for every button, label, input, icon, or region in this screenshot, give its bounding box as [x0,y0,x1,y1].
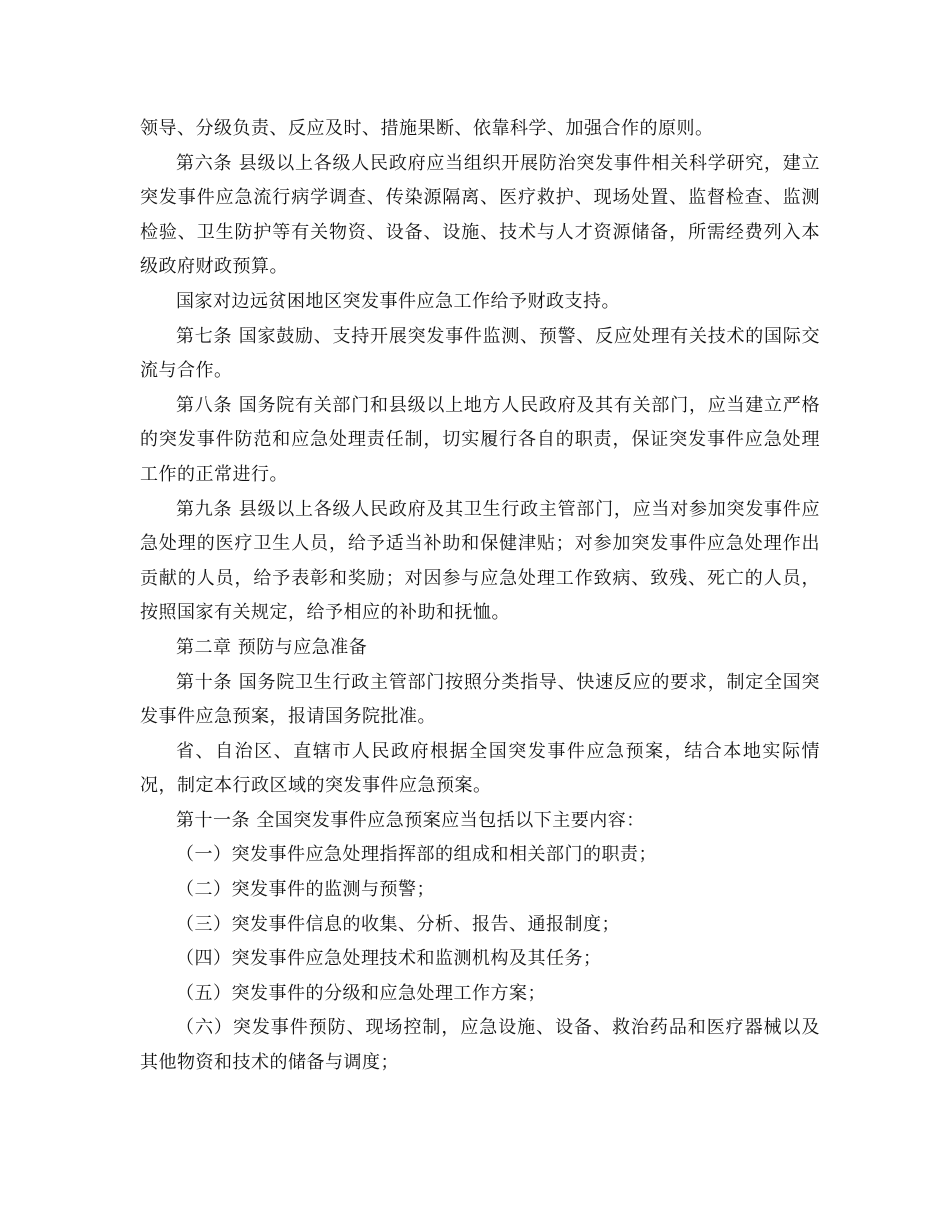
paragraph-continuation: 领导、分级负责、反应及时、措施果断、依靠科学、加强合作的原则。 [140,118,714,139]
list-item-6: （六）突发事件预防、现场控制，应急设施、设备、救治药品和医疗器械以及其他物资和技术的储备与调度； [140,1017,820,1074]
paragraph-article-11: 第十一条 全国突发事件应急预案应当包括以下主要内容： [176,809,645,831]
list-item-2: （二）突发事件的监测与预警； [176,879,435,901]
paragraph-article-10: 第十条 国务院卫生行政主管部门按照分类指导、快速反应的要求，制定全国突发事件应急预案，报请国务院批准。 [140,671,820,728]
paragraph-provincial-plan: 省、自治区、直辖市人民政府根据全国突发事件应急预案，结合本地实际情况，制定本行政区域的突发事件应急预案。 [140,740,820,797]
paragraph-article-8: 第八条 国务院有关部门和县级以上地方人民政府及其有关部门，应当建立严格的突发事件防范和应急处理责任制，切实履行各自的职责，保证突发事件应急处理工作的正常进行。 [140,394,820,485]
chapter-heading: 第二章 预防与应急准备 [176,636,368,658]
paragraph-article-7: 第七条 国家鼓励、支持开展突发事件监测、预警、反应处理有关技术的国际交流与合作。 [140,325,820,382]
document-body [140,112,820,1081]
list-item-5: （五）突发事件的分级和应急处理工作方案； [176,982,546,1004]
paragraph-financial-support: 国家对边远贫困地区突发事件应急工作给予财政支持。 [176,290,620,312]
paragraph-article-6: 第六条 县级以上各级人民政府应当组织开展防治突发事件相关科学研究，建立突发事件应急流行病学调查、传染源隔离、医疗救护、现场处置、监督检查、监测检验、卫生防护等有关物资、设备、设施、技术与人才资源储备，所需经费列入本级政府财政预算。 [140,152,820,278]
list-item-3: （三）突发事件信息的收集、分析、报告、通报制度； [176,913,620,935]
list-item-1: （一）突发事件应急处理指挥部的组成和相关部门的职责； [176,844,657,866]
paragraph-article-9: 第九条 县级以上各级人民政府及其卫生行政主管部门，应当对参加突发事件应急处理的医疗卫生人员，给予适当补助和保健津贴；对参加突发事件应急处理作出贡献的人员，给予表彰和奖励；对因参与应急处理工作致病、致残、死亡的人员，按照国家有关规定，给予相应的补助和抚恤。 [140,498,820,624]
list-item-4: （四）突发事件应急处理技术和监测机构及其任务； [176,948,602,970]
